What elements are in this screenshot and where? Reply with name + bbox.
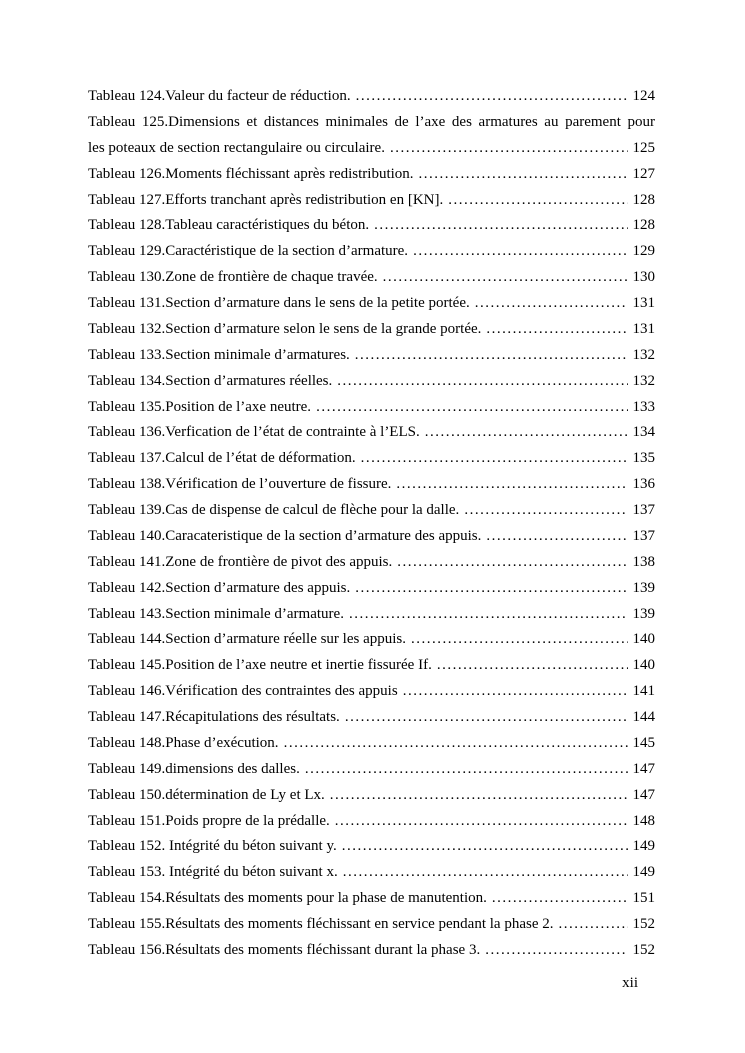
toc-entry-text: Tableau 152. Intégrité du béton suivant y. [88,838,337,855]
toc-page-number: 124 [632,88,655,104]
dot-leader [475,291,628,317]
toc-entry-text: Tableau 148.Phase d’exécution. [88,734,279,751]
dot-leader [419,162,628,188]
toc-entry-text: les poteaux de section rectangulaire ou circulaire. [88,139,385,156]
toc-entry [88,783,655,809]
toc-entry-text: Tableau 128.Tableau caractéristiques du béton. [88,217,370,234]
toc-page-number: 144 [632,709,655,725]
toc-entry [88,162,655,188]
dot-leader [355,576,628,602]
toc-entry-text: Tableau 154.Résultats des moments pour la phase de manutention. [88,890,487,907]
toc-entry-text: Tableau 140.Caracateristique de la section d’armature des appuis. [88,527,482,544]
dot-leader [448,188,628,214]
toc-entry [88,705,655,731]
toc-entry [88,912,655,938]
toc-entry [88,291,655,317]
dot-leader [486,524,628,550]
dot-leader [397,550,628,576]
toc-entry-text: Tableau 131.Section d’armature dans le sens de la petite portée. [88,295,470,311]
dot-leader [345,705,628,731]
toc-entry-text: Tableau 150.détermination de Ly et Lx. [88,786,325,803]
toc-entry [88,343,655,369]
dot-leader [425,420,628,446]
toc-entry-text: Tableau 136.Verfication de l’état de contrainte à l’ELS. [88,424,420,441]
toc-page-number: 139 [632,605,655,622]
dot-leader [390,136,628,162]
dot-leader [335,809,628,835]
toc-entry-text: Tableau 139.Cas de dispense de calcul de flèche pour la dalle. [88,502,460,518]
toc-entry-text: Tableau 130.Zone de frontière de chaque travée. [88,269,378,286]
toc-entry [88,653,655,679]
toc-page-number: 137 [632,527,655,544]
toc-entry [88,550,655,576]
dot-leader [374,213,628,239]
toc-page-number: 149 [632,838,655,855]
table-of-contents [88,84,655,964]
toc-entry [88,757,655,783]
dot-leader [355,343,628,369]
dot-leader [485,938,628,964]
dot-leader [337,369,628,395]
toc-entry [88,938,655,964]
toc-page-number: 151 [632,890,655,907]
toc-entry [88,472,655,498]
toc-entry-text: Tableau 144.Section d’armature réelle sur les appuis. [88,631,407,648]
toc-entry [88,395,655,421]
toc-page-number: 128 [632,191,655,208]
toc-entry-text: Tableau 124.Valeur du facteur de réduction. [88,88,351,104]
page-number: xii [622,975,638,991]
toc-entry [88,239,655,265]
dot-leader [411,627,628,653]
toc-entry [88,84,655,110]
toc-page-number: 131 [632,295,655,311]
toc-entry [88,317,655,343]
toc-entry-text: Tableau 132.Section d’armature selon le sens de la grande portée. [88,320,482,337]
toc-page-number: 152 [632,941,655,958]
dot-leader [284,731,628,757]
toc-page-number: 147 [632,760,655,777]
toc-page-number: 130 [632,269,655,286]
dot-leader [558,912,628,938]
toc-entry-text: Tableau 147.Récapitulations des résultats. [88,709,340,725]
toc-entry [88,860,655,886]
toc-entry-text: Tableau 143.Section minimale d’armature. [88,605,344,622]
toc-entry [88,188,655,214]
dot-leader [316,395,628,421]
dot-leader [330,783,628,809]
toc-entry-text: Tableau 155.Résultats des moments fléchissant en service pendant la phase 2. [88,916,554,932]
toc-entry-text: Tableau 126.Moments fléchissant après redistribution. [88,165,414,182]
toc-page-number: 145 [632,734,655,751]
toc-page-number: 136 [632,476,655,493]
toc-page-number: 131 [632,320,655,337]
toc-page-number: 135 [632,450,655,467]
toc-page-number: 132 [632,372,655,389]
dot-leader [342,834,628,860]
toc-entry [88,679,655,705]
dot-leader [403,679,628,705]
toc-entry [88,265,655,291]
toc-entry-text: Tableau 145.Position de l’axe neutre et inertie fissurée If. [88,657,432,674]
toc-entry [88,886,655,912]
toc-entry [88,576,655,602]
toc-page-number: 133 [632,398,655,415]
dot-leader [464,498,628,524]
toc-page-number: 148 [632,812,655,829]
toc-entry [88,136,655,162]
dot-leader [305,757,628,783]
toc-entry-text: Tableau 138.Vérification de l’ouverture de fissure. [88,476,392,493]
toc-page-number: 147 [632,786,655,803]
toc-entry-text: Tableau 142.Section d’armature des appuis. [88,579,351,596]
toc-page-number: 129 [632,243,655,260]
toc-page-number: 134 [632,424,655,441]
toc-page-number: 128 [632,217,655,234]
toc-page-number: 125 [632,139,655,156]
dot-leader [492,886,628,912]
toc-entry [88,834,655,860]
toc-entry [88,213,655,239]
toc-entry-text: Tableau 133.Section minimale d’armatures. [88,346,350,363]
toc-entry-text: Tableau 135.Position de l’axe neutre. [88,398,312,415]
toc-entry-text: Tableau 127.Efforts tranchant après redistribution en [KN]. [88,191,444,208]
toc-entry [88,809,655,835]
toc-page-number: 140 [632,631,655,648]
dot-leader [349,602,628,628]
toc-entry-text: Tableau 156.Résultats des moments fléchissant durant la phase 3. [88,941,481,958]
toc-entry-text: Tableau 141.Zone de frontière de pivot des appuis. [88,553,393,570]
toc-entry [88,369,655,395]
toc-page-number: 141 [632,683,655,700]
dot-leader [486,317,628,343]
toc-entry-text: Tableau 149.dimensions des dalles. [88,760,300,777]
toc-entry-text: Tableau 134.Section d’armatures réelles. [88,372,333,389]
toc-entry [88,446,655,472]
dot-leader [343,860,628,886]
dot-leader [396,472,628,498]
toc-page-number: 139 [632,579,655,596]
toc-page-number: 149 [632,864,655,881]
toc-entry [88,602,655,628]
toc-entry-text: Tableau 137.Calcul de l’état de déformation. [88,450,356,467]
toc-page-number: 140 [632,657,655,674]
toc-entry-text: Tableau 153. Intégrité du béton suivant x. [88,864,338,881]
dot-leader [413,239,628,265]
toc-entry [88,731,655,757]
toc-entry [88,627,655,653]
toc-page-number: 132 [632,346,655,363]
page-footer [622,975,638,991]
toc-entry-text: Tableau 129.Caractéristique de la section d’armature. [88,243,409,260]
toc-page-number: 138 [632,553,655,570]
toc-entry-text: Tableau 151.Poids propre de la prédalle. [88,812,330,829]
toc-entry [88,420,655,446]
toc-entry [88,524,655,550]
toc-entry-text: Tableau 146.Vérification des contraintes des appuis [88,683,398,700]
dot-leader [383,265,628,291]
toc-entry-wrapped-line: Tableau 125.Dimensions et distances minimales de l’axe des armatures au parement pour [88,113,655,130]
toc-entry [88,498,655,524]
toc-page-number: 127 [632,165,655,182]
toc-page-number: 137 [632,502,655,518]
dot-leader [356,84,628,110]
toc-page-number: 152 [632,916,655,932]
dot-leader [361,446,628,472]
dot-leader [437,653,628,679]
